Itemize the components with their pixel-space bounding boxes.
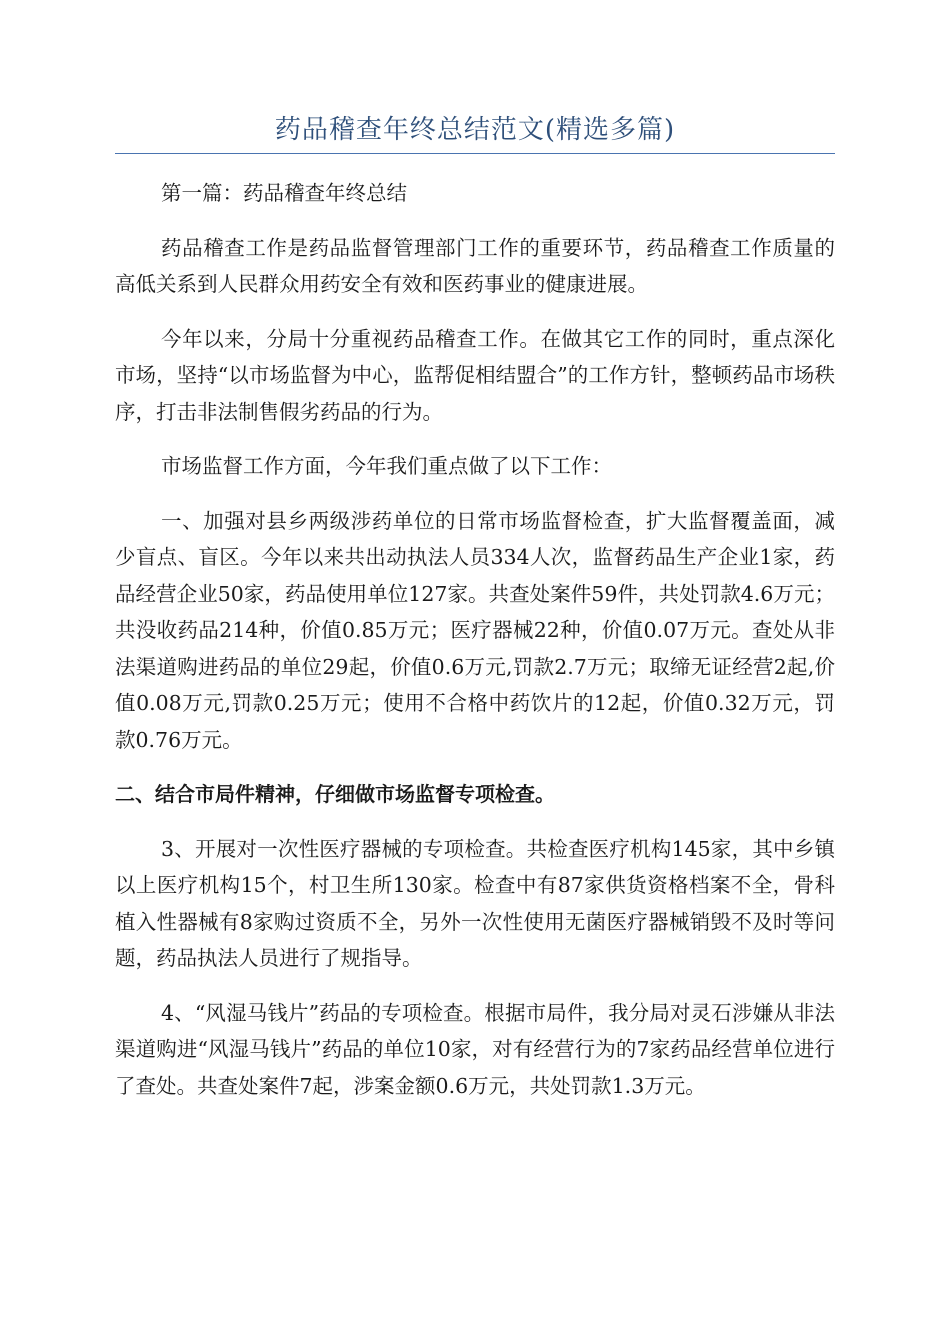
- paragraph-overview: 今年以来，分局十分重视药品稽查工作。在做其它工作的同时，重点深化市场，坚持“以市场监督为中心，监帮促相结盟合”的工作方针，整顿药品市场秩序，打击非法制售假劣药品的行为。: [115, 326, 835, 424]
- document-title: 药品稽查年终总结范文(精选多篇): [274, 115, 676, 145]
- section-heading-two: 二、结合市局件精神，仔细做市场监督专项检查。: [115, 782, 555, 806]
- paragraph-gap: [115, 813, 835, 831]
- section-title: 第一篇：药品稽查年终总结: [161, 181, 407, 205]
- paragraph-item-four: 4、“风湿马钱片”药品的专项检查。根据市局件，我分局对灵石涉嫌从非法渠道购进“风湿马钱片”药品的单位10家，对有经营行为的7家药品经营单位进行了查处。共查处案件7起，涉案金额0.6万元，共处罚款1.3万元。: [115, 1000, 835, 1098]
- title-divider: [115, 153, 835, 154]
- paragraph-gap: [115, 977, 835, 995]
- paragraph-item-three: 3、开展对一次性医疗器械的专项检查。共检查医疗机构145家，其中乡镇以上医疗机构15个，村卫生所130家。检查中有87家供货资格档案不全，骨科植入性器械有8家购过资质不全，另外一次性使用无菌医疗器械销毁不及时等问题，药品执法人员进行了规指导。: [115, 836, 835, 970]
- paragraph-gap: [115, 303, 835, 321]
- paragraph-gap: [115, 212, 835, 230]
- paragraph-market-work: 市场监督工作方面，今年我们重点做了以下工作：: [161, 454, 612, 478]
- paragraph-gap: [115, 485, 835, 503]
- document-body: [115, 175, 835, 1104]
- paragraph-intro: 药品稽查工作是药品监督管理部门工作的重要环节，药品稽查工作质量的高低关系到人民群众用药安全有效和医药事业的健康进展。: [115, 235, 835, 296]
- paragraph-gap: [115, 430, 835, 448]
- paragraph-gap: [115, 758, 835, 776]
- paragraph-item-one: 一、加强对县乡两级涉药单位的日常市场监督检查，扩大监督覆盖面，减少盲点、盲区。今年以来共出动执法人员334人次，监督药品生产企业1家，药品经营企业50家，药品使用单位127家。共查处案件59件，共处罚款4.6万元；共没收药品214种，价值0.85万元；医疗器械22种，价值0.07万元。查处从非法渠道购进药品的单位29起，价值0.6万元,罚款2.7万元；取缔无证经营2起,价值0.08万元,罚款0.25万元；使用不合格中药饮片的12起，价值0.32万元，罚款0.76万元。: [115, 508, 835, 752]
